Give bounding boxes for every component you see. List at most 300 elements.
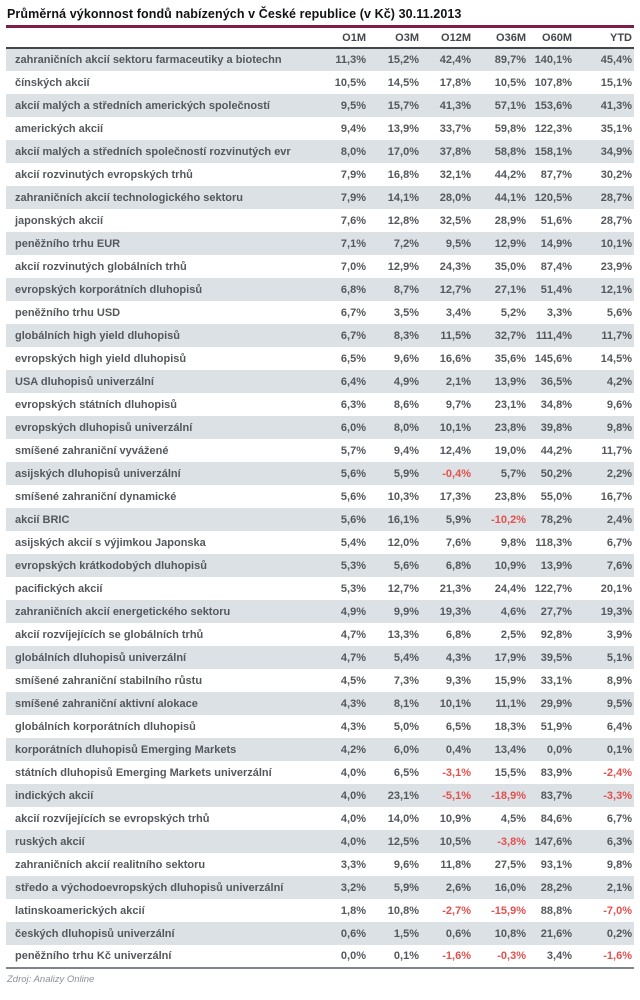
perf-value: 8,6% — [393, 398, 419, 411]
perf-value: 6,8% — [340, 283, 366, 296]
table-row — [6, 117, 634, 140]
perf-value: 5,7% — [340, 444, 366, 457]
fund-category-label: globálních high yield dluhopisů — [15, 329, 180, 342]
perf-value: -3,3% — [603, 789, 632, 802]
perf-value: 147,6% — [534, 835, 572, 848]
fund-category-label: smíšené zahraniční vyvážené — [15, 444, 169, 457]
perf-value: 12,5% — [387, 835, 419, 848]
perf-value: 2,1% — [445, 375, 471, 388]
perf-value: 6,7% — [606, 536, 632, 549]
perf-value: -18,9% — [491, 789, 526, 802]
perf-value: -10,2% — [491, 513, 526, 526]
table-row — [6, 876, 634, 899]
perf-value: 9,8% — [606, 421, 632, 434]
perf-value: 7,0% — [340, 260, 366, 273]
perf-value: 6,8% — [445, 559, 471, 572]
perf-value: 7,2% — [393, 237, 419, 250]
perf-value: 7,6% — [606, 559, 632, 572]
table-row — [6, 347, 634, 370]
fund-category-label: evropských dluhopisů univerzální — [15, 421, 193, 434]
perf-value: 5,6% — [606, 306, 632, 319]
perf-value: 4,7% — [340, 628, 366, 641]
perf-value: 0,0% — [546, 743, 572, 756]
perf-value: 15,2% — [387, 54, 419, 66]
table-row — [6, 94, 634, 117]
header-label-spacer — [6, 29, 332, 48]
table-body — [6, 48, 634, 968]
perf-value: 8,3% — [393, 329, 419, 342]
perf-value: 8,1% — [393, 697, 419, 710]
perf-value: 21,6% — [540, 927, 572, 940]
perf-value: 44,1% — [494, 191, 526, 204]
perf-value: 5,7% — [500, 467, 526, 480]
perf-value: 6,0% — [393, 743, 419, 756]
perf-value: 41,3% — [600, 99, 632, 112]
perf-value: 16,8% — [387, 168, 419, 181]
perf-value: 58,8% — [494, 145, 526, 158]
perf-value: 5,9% — [393, 467, 419, 480]
perf-value: 16,6% — [439, 352, 471, 365]
table-row — [6, 462, 634, 485]
perf-value: 14,1% — [387, 191, 419, 204]
perf-value: 10,9% — [494, 559, 526, 572]
table-row — [6, 715, 634, 738]
perf-value: 93,1% — [540, 858, 572, 871]
table-row — [6, 600, 634, 623]
perf-value: 10,5% — [334, 76, 366, 89]
perf-value: -3,8% — [497, 835, 526, 848]
perf-value: 5,3% — [340, 559, 366, 572]
perf-value: 10,1% — [600, 237, 632, 250]
perf-value: 24,4% — [494, 582, 526, 595]
perf-value: 87,4% — [540, 260, 572, 273]
fund-category-label: amerických akcií — [15, 122, 104, 135]
fund-category-label: evropských korporátních dluhopisů — [15, 283, 203, 296]
table-row — [6, 301, 634, 324]
perf-value: 19,3% — [439, 605, 471, 618]
perf-value: -7,0% — [603, 904, 632, 917]
perf-value: 13,9% — [494, 375, 526, 388]
perf-value: 11,5% — [440, 329, 471, 342]
perf-value: 3,4% — [546, 950, 572, 962]
perf-value: 10,5% — [494, 76, 526, 89]
perf-value: 30,2% — [600, 168, 632, 181]
table-row — [6, 71, 634, 94]
perf-value: 28,7% — [600, 214, 632, 227]
perf-value: 9,9% — [393, 605, 419, 618]
fund-category-label: smíšené zahraniční stabilního růstu — [15, 674, 203, 687]
perf-value: 51,4% — [540, 283, 572, 296]
table-row — [6, 899, 634, 922]
fund-category-label: globálních korporátních dluhopisů — [15, 720, 196, 733]
fund-category-label: akcií BRIC — [15, 513, 70, 526]
perf-value: 9,8% — [500, 536, 526, 549]
perf-value: 5,0% — [393, 720, 419, 733]
perf-value: 34,9% — [600, 145, 632, 158]
fund-category-label: asijských akcií s výjimkou Japonska — [15, 536, 206, 549]
perf-value: 5,2% — [500, 306, 526, 319]
perf-value: 5,3% — [340, 582, 366, 595]
fund-category-label: ruských akcií — [15, 835, 85, 848]
fund-category-label: akcií malých a středních společností rozvinutých evr — [15, 145, 291, 158]
perf-value: 23,9% — [600, 260, 632, 273]
perf-value: -2,7% — [442, 904, 471, 917]
fund-category-label: peněžního trhu USD — [15, 306, 121, 319]
table-row — [6, 577, 634, 600]
perf-value: 14,9% — [540, 237, 572, 250]
perf-value: 0,6% — [340, 927, 366, 940]
column-header-o36m: O36M — [473, 29, 528, 48]
perf-value: 89,7% — [494, 54, 526, 66]
table-row — [6, 48, 634, 71]
perf-value: 87,7% — [540, 168, 572, 181]
perf-value: 16,1% — [387, 513, 419, 526]
perf-value: 4,7% — [340, 651, 366, 664]
perf-value: 0,0% — [340, 950, 366, 962]
perf-value: 16,0% — [494, 881, 526, 894]
perf-value: 19,3% — [600, 605, 632, 618]
fund-category-label: čínských akcií — [15, 76, 90, 89]
table-row — [6, 324, 634, 347]
fund-category-label: akcií rozvinutých globálních trhů — [15, 260, 187, 273]
perf-value: 0,1% — [393, 950, 419, 962]
perf-value: 10,9% — [439, 812, 471, 825]
perf-value: -0,4% — [442, 467, 471, 480]
perf-value: 4,3% — [445, 651, 471, 664]
perf-value: 11,7% — [601, 444, 632, 457]
table-row — [6, 278, 634, 301]
column-header-o1m: O1M — [332, 29, 368, 48]
perf-value: 12,9% — [387, 260, 419, 273]
perf-value: 4,5% — [500, 812, 526, 825]
perf-value: 6,5% — [445, 720, 471, 733]
table-row — [6, 922, 634, 945]
perf-value: 0,2% — [606, 927, 632, 940]
perf-value: 15,1% — [600, 76, 632, 89]
source-caption: Zdroj: Analizy Online — [7, 974, 95, 985]
perf-value: 13,9% — [540, 559, 572, 572]
perf-value: 5,9% — [393, 881, 419, 894]
perf-value: 50,2% — [540, 467, 572, 480]
fund-category-label: indických akcií — [15, 789, 94, 802]
perf-value: 3,3% — [546, 306, 572, 319]
performance-table — [6, 29, 634, 969]
perf-value: 6,4% — [340, 375, 366, 388]
perf-value: 4,0% — [340, 812, 366, 825]
fund-category-label: zahraničních akcií energetického sektoru — [15, 605, 231, 618]
perf-value: 7,1% — [340, 237, 366, 250]
perf-value: 5,1% — [606, 651, 632, 664]
perf-value: 7,6% — [445, 536, 471, 549]
perf-value: 17,3% — [439, 490, 471, 503]
perf-value: 51,9% — [540, 720, 572, 733]
perf-value: 28,0% — [439, 191, 471, 204]
perf-value: 6,5% — [393, 766, 419, 779]
perf-value: 5,6% — [393, 559, 419, 572]
perf-value: 9,6% — [393, 858, 419, 871]
perf-value: 39,5% — [540, 651, 572, 664]
perf-value: 4,9% — [340, 605, 366, 618]
perf-value: 92,8% — [540, 628, 572, 641]
perf-value: 158,1% — [534, 145, 572, 158]
perf-value: 83,9% — [540, 766, 572, 779]
perf-value: 33,7% — [439, 122, 471, 135]
perf-value: 23,8% — [494, 490, 526, 503]
perf-value: 3,4% — [445, 306, 471, 319]
perf-value: 32,7% — [494, 329, 526, 342]
perf-value: 7,9% — [340, 168, 366, 181]
table-row — [6, 692, 634, 715]
perf-value: 88,8% — [540, 904, 572, 917]
perf-value: 9,6% — [606, 398, 632, 411]
perf-value: 83,7% — [540, 789, 572, 802]
perf-value: 28,7% — [600, 191, 632, 204]
perf-value: 11,8% — [440, 858, 471, 871]
perf-value: 9,5% — [606, 697, 632, 710]
table-row — [6, 485, 634, 508]
perf-value: 27,1% — [494, 283, 526, 296]
perf-value: 5,6% — [340, 490, 366, 503]
perf-value: 2,6% — [445, 881, 471, 894]
table-row — [6, 140, 634, 163]
table-row — [6, 531, 634, 554]
perf-value: 0,6% — [445, 927, 471, 940]
perf-value: 29,9% — [540, 697, 572, 710]
perf-value: 13,3% — [387, 628, 419, 641]
table-row — [6, 554, 634, 577]
perf-value: 10,3% — [387, 490, 419, 503]
perf-value: 111,4% — [535, 329, 572, 342]
fund-category-label: latinskoamerických akcií — [15, 904, 145, 917]
perf-value: 17,0% — [387, 145, 419, 158]
perf-value: 7,9% — [340, 191, 366, 204]
perf-value: 11,7% — [601, 329, 632, 342]
perf-value: 18,3% — [494, 720, 526, 733]
perf-value: 27,5% — [494, 858, 526, 871]
perf-value: -15,9% — [491, 904, 526, 917]
perf-value: 6,7% — [606, 812, 632, 825]
perf-value: 20,1% — [600, 582, 632, 595]
perf-value: 37,8% — [439, 145, 471, 158]
perf-value: 9,8% — [606, 858, 632, 871]
perf-value: 12,4% — [439, 444, 471, 457]
perf-value: 0,4% — [445, 743, 471, 756]
table-row — [6, 508, 634, 531]
perf-value: 42,4% — [439, 54, 471, 66]
perf-value: -3,1% — [442, 766, 471, 779]
perf-value: 51,6% — [540, 214, 572, 227]
perf-value: 9,5% — [340, 99, 366, 112]
table-row — [6, 186, 634, 209]
fund-category-label: zahraničních akcií technologického sektoru — [15, 191, 244, 204]
perf-value: 1,8% — [340, 904, 366, 917]
perf-value: 55,0% — [540, 490, 572, 503]
table-row — [6, 623, 634, 646]
perf-value: 57,1% — [494, 99, 526, 112]
perf-value: 17,8% — [439, 76, 471, 89]
perf-value: 8,7% — [393, 283, 419, 296]
fund-category-label: evropských krátkodobých dluhopisů — [15, 559, 207, 572]
fund-category-label: peněžního trhu Kč univerzální — [15, 950, 172, 962]
perf-value: 2,2% — [606, 467, 632, 480]
perf-value: 23,1% — [387, 789, 419, 802]
perf-value: 9,6% — [393, 352, 419, 365]
fund-category-label: asijských dluhopisů univerzální — [15, 467, 181, 480]
table-row — [6, 163, 634, 186]
perf-value: 4,5% — [340, 674, 366, 687]
perf-value: 10,5% — [439, 835, 471, 848]
fund-category-label: japonských akcií — [15, 214, 104, 227]
perf-value: 84,6% — [540, 812, 572, 825]
fund-category-label: akcií malých a středních amerických společností — [15, 99, 270, 112]
fund-category-label: smíšené zahraniční dynamické — [15, 490, 177, 503]
perf-value: -5,1% — [442, 789, 471, 802]
perf-value: -0,3% — [497, 950, 526, 962]
perf-value: 2,5% — [500, 628, 526, 641]
table-row — [6, 830, 634, 853]
table-row — [6, 393, 634, 416]
perf-value: 120,5% — [534, 191, 572, 204]
perf-value: 6,0% — [340, 421, 366, 434]
perf-value: -1,6% — [442, 950, 471, 962]
perf-value: 10,8% — [387, 904, 419, 917]
perf-value: 21,3% — [439, 582, 471, 595]
perf-value: 10,1% — [439, 421, 471, 434]
perf-value: 12,7% — [439, 283, 471, 296]
perf-value: 9,4% — [393, 444, 419, 457]
perf-value: 44,2% — [540, 444, 572, 457]
perf-value: 5,6% — [340, 467, 366, 480]
table-row — [6, 738, 634, 761]
perf-value: 23,1% — [494, 398, 526, 411]
fund-category-label: středo a východoevropských dluhopisů univerzální — [15, 881, 284, 894]
perf-value: 15,9% — [494, 674, 526, 687]
perf-value: 19,0% — [494, 444, 526, 457]
header-row — [6, 29, 634, 48]
perf-value: 6,4% — [606, 720, 632, 733]
perf-value: -2,4% — [603, 766, 632, 779]
perf-value: 35,1% — [600, 122, 632, 135]
perf-value: 14,5% — [387, 76, 419, 89]
perf-value: 35,0% — [494, 260, 526, 273]
perf-value: 12,1% — [600, 283, 632, 296]
perf-value: 8,9% — [606, 674, 632, 687]
fund-category-label: USA dluhopisů univerzální — [15, 375, 154, 388]
fund-category-label: akcií rozvinutých evropských trhů — [15, 168, 193, 181]
perf-value: 32,5% — [439, 214, 471, 227]
fund-category-label: českých dluhopisů univerzální — [15, 927, 175, 940]
perf-value: 5,6% — [340, 513, 366, 526]
fund-category-label: zahraničních akcií realitního sektoru — [15, 858, 206, 871]
perf-value: 44,2% — [494, 168, 526, 181]
perf-value: 140,1% — [534, 54, 572, 66]
perf-value: 8,0% — [393, 421, 419, 434]
perf-value: 4,9% — [393, 375, 419, 388]
perf-value: 10,8% — [494, 927, 526, 940]
perf-value: 10,1% — [439, 697, 471, 710]
perf-value: 78,2% — [540, 513, 572, 526]
perf-value: 3,2% — [340, 881, 366, 894]
perf-value: 17,9% — [494, 651, 526, 664]
column-header-ytd: YTD — [574, 29, 634, 48]
table-row — [6, 232, 634, 255]
perf-value: 16,7% — [600, 490, 632, 503]
perf-value: 4,6% — [500, 605, 526, 618]
table-row — [6, 439, 634, 462]
table-row — [6, 255, 634, 278]
perf-value: 15,7% — [387, 99, 419, 112]
perf-value: 7,3% — [393, 674, 419, 687]
perf-value: 3,9% — [606, 628, 632, 641]
page-title: Průměrná výkonnost fondů nabízených v České republice (v Kč) 30.11.2013 — [7, 7, 462, 21]
table-row — [6, 209, 634, 232]
perf-value: 14,0% — [387, 812, 419, 825]
perf-value: 6,7% — [340, 329, 366, 342]
perf-value: 6,7% — [340, 306, 366, 319]
perf-value: 36,5% — [540, 375, 572, 388]
perf-value: 6,5% — [340, 352, 366, 365]
perf-value: 3,3% — [340, 858, 366, 871]
fund-category-label: korporátních dluhopisů Emerging Markets — [15, 743, 237, 756]
perf-value: 118,3% — [535, 536, 572, 549]
fund-category-label: zahraničních akcií sektoru farmaceutiky a biotechn — [15, 54, 282, 66]
perf-value: 4,2% — [340, 743, 366, 756]
perf-value: 4,2% — [606, 375, 632, 388]
table-row — [6, 945, 634, 968]
perf-value: 35,6% — [494, 352, 526, 365]
perf-value: 9,3% — [445, 674, 471, 687]
perf-value: 15,5% — [494, 766, 526, 779]
perf-value: 9,4% — [340, 122, 366, 135]
fund-category-label: akcií rozvíjejících se globálních trhů — [15, 628, 204, 641]
perf-value: 4,3% — [340, 720, 366, 733]
perf-value: -1,6% — [603, 950, 632, 962]
perf-value: 13,4% — [494, 743, 526, 756]
perf-value: 23,8% — [494, 421, 526, 434]
perf-value: 39,8% — [540, 421, 572, 434]
fund-category-label: evropských státních dluhopisů — [15, 398, 177, 411]
fund-category-label: akcií rozvíjejících se evropských trhů — [15, 812, 210, 825]
perf-value: 5,4% — [340, 536, 366, 549]
perf-value: 4,3% — [340, 697, 366, 710]
perf-value: 8,0% — [340, 145, 366, 158]
perf-value: 14,5% — [600, 352, 632, 365]
fund-category-label: pacifických akcií — [15, 582, 103, 595]
column-header-o12m: O12M — [421, 29, 473, 48]
perf-value: 6,8% — [445, 628, 471, 641]
perf-value: 0,1% — [606, 743, 632, 756]
perf-value: 32,1% — [439, 168, 471, 181]
perf-value: 12,9% — [494, 237, 526, 250]
perf-value: 2,4% — [606, 513, 632, 526]
fund-category-label: smíšené zahraniční aktivní alokace — [15, 697, 198, 710]
fund-category-label: globálních dluhopisů univerzální — [15, 651, 187, 664]
perf-value: 6,3% — [340, 398, 366, 411]
perf-value: 6,3% — [606, 835, 632, 848]
table-row — [6, 761, 634, 784]
perf-value: 11,3% — [335, 54, 366, 66]
perf-value: 59,8% — [494, 122, 526, 135]
perf-value: 4,0% — [340, 789, 366, 802]
perf-value: 145,6% — [534, 352, 572, 365]
perf-value: 107,8% — [534, 76, 572, 89]
perf-value: 9,7% — [445, 398, 471, 411]
perf-value: 28,2% — [540, 881, 572, 894]
fund-category-label: peněžního trhu EUR — [15, 237, 121, 250]
perf-value: 2,1% — [606, 881, 632, 894]
perf-value: 4,0% — [340, 835, 366, 848]
perf-value: 9,5% — [445, 237, 471, 250]
